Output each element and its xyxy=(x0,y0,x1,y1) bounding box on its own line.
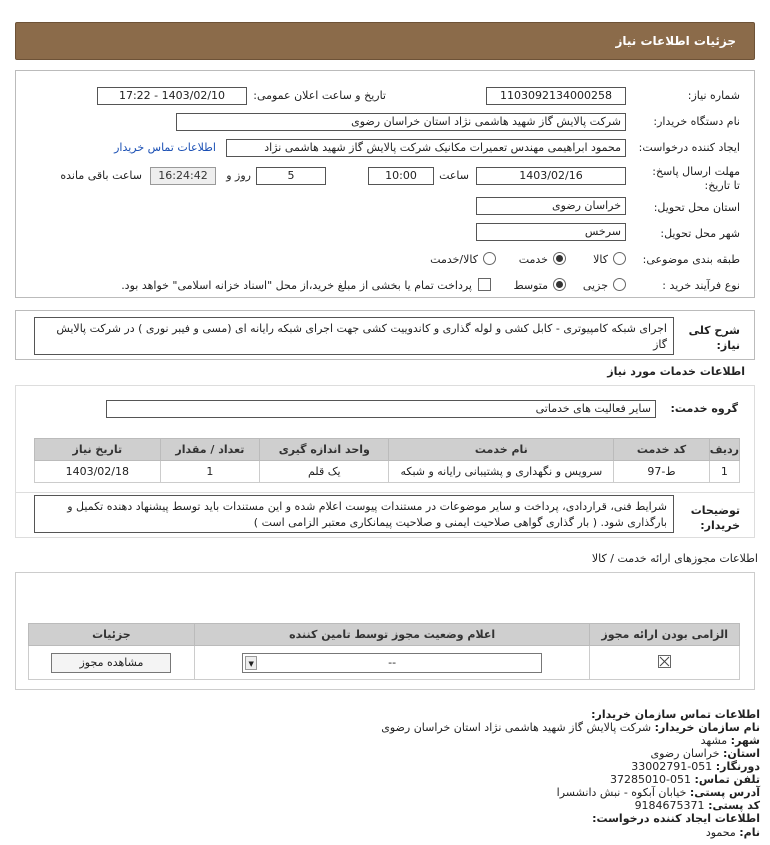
days-label: روز و xyxy=(226,169,251,182)
need-number-label: شماره نیاز: xyxy=(687,89,740,102)
payment-note: پرداخت تمام یا بخشی از مبلغ خرید،از محل "اسناد خزانه اسلامی" خواهد بود. xyxy=(121,279,472,292)
announce-field: 1403/02/10 - 17:22 xyxy=(97,87,247,105)
buyer-contact-link[interactable]: اطلاعات تماس خریدار xyxy=(114,141,216,154)
page-header xyxy=(15,22,755,60)
service-group-field: سایر فعالیت های خدماتی xyxy=(106,400,656,418)
col-permit-required: الزامی بودن ارائه مجوز xyxy=(590,624,740,646)
category-option-goods-service: کالا/خدمت xyxy=(430,253,478,266)
summary-label: شرح کلی نیاز: xyxy=(688,324,740,352)
col-service-name: نام خدمت xyxy=(389,439,614,461)
permits-table-header xyxy=(29,624,740,646)
page-title: جزئیات اطلاعات نیاز xyxy=(615,34,736,48)
contact-city-value: مشهد xyxy=(700,734,728,747)
contact-province-label: استان: xyxy=(723,747,760,760)
contact-org-value: شرکت پالایش گاز شهید هاشمی نژاد استان خراسان رضوی xyxy=(381,721,652,734)
process-option-minor: جزیی xyxy=(582,279,608,292)
remaining-label: ساعت باقی مانده xyxy=(60,169,142,182)
contact-address-value: خیابان آبکوه - نبش دانشسرا xyxy=(556,786,687,799)
cell-service-code: ط-97 xyxy=(614,461,710,483)
contact-name-label: نام: xyxy=(739,826,760,839)
contact-phone-value: 051-37285010 xyxy=(610,773,692,786)
buyer-label: نام دستگاه خریدار: xyxy=(653,115,740,128)
summary-panel xyxy=(15,310,755,360)
view-permit-button[interactable]: مشاهده مجوز xyxy=(51,653,171,673)
category-radio-goods-service[interactable] xyxy=(483,252,496,265)
announce-label: تاریخ و ساعت اعلان عمومی: xyxy=(253,89,386,102)
cell-row: 1 xyxy=(709,461,739,483)
process-option-medium: متوسط xyxy=(513,279,548,292)
notes-panel xyxy=(15,492,755,538)
days-field: 5 xyxy=(256,167,326,185)
process-radio-minor[interactable] xyxy=(613,278,626,291)
contact-name-value: محمود xyxy=(705,826,736,839)
permits-panel xyxy=(15,572,755,690)
col-service-code: کد خدمت xyxy=(614,439,710,461)
services-panel xyxy=(15,385,755,493)
col-unit: واحد اندازه گیری xyxy=(260,439,389,461)
category-option-goods: کالا xyxy=(593,253,608,266)
dropdown-arrow-icon: ▼ xyxy=(245,656,257,670)
col-permit-details: جزئیات xyxy=(29,624,195,646)
process-radio-medium[interactable] xyxy=(553,278,566,291)
permits-table xyxy=(28,623,740,680)
city-field: سرخس xyxy=(476,223,626,241)
permit-status-select[interactable] xyxy=(242,653,542,673)
summary-text: اجرای شبکه کامپیوتری - کابل کشی و لوله گذاری و کاندوییت کشی جهت اجرای شبکه رایانه ای (مسی و فیبر نوری ) در شرکت پالایش گاز xyxy=(34,317,674,355)
province-label: استان محل تحویل: xyxy=(653,201,740,214)
buyer-field: شرکت پالایش گاز شهید هاشمی نژاد استان خراسان رضوی xyxy=(176,113,626,131)
contact-address-label: آدرس پستی: xyxy=(689,786,760,799)
treasury-payment-checkbox[interactable] xyxy=(478,278,491,291)
services-table xyxy=(34,438,740,483)
cell-need-date: 1403/02/18 xyxy=(35,461,161,483)
contact-city-label: شهر: xyxy=(730,734,760,747)
table-row xyxy=(29,646,740,680)
permit-status-value: -- xyxy=(388,655,397,669)
table-row xyxy=(35,461,740,483)
contact-title: اطلاعات تماس سازمان خریدار: xyxy=(591,708,760,721)
permit-required-checkbox-icon xyxy=(658,655,671,668)
category-option-service: خدمت xyxy=(518,253,548,266)
contact-creator-title: اطلاعات ایجاد کننده درخواست: xyxy=(592,812,760,825)
col-quantity: تعداد / مقدار xyxy=(160,439,260,461)
contact-postal-label: کد پستی: xyxy=(708,799,760,812)
service-group-label: گروه خدمت: xyxy=(670,402,738,415)
cell-service-name: سرویس و نگهداری و پشتیبانی رایانه و شبکه xyxy=(389,461,614,483)
services-section-title: اطلاعات خدمات مورد نیاز xyxy=(607,365,745,378)
creator-label: ایجاد کننده درخواست: xyxy=(638,141,740,154)
remaining-time-field: 16:24:42 xyxy=(150,167,216,185)
category-radio-goods[interactable] xyxy=(613,252,626,265)
need-details-panel xyxy=(15,70,755,298)
contact-postal-value: 9184675371 xyxy=(634,799,705,812)
buyer-contact-info xyxy=(0,708,770,845)
col-need-date: تاریخ نیاز xyxy=(35,439,161,461)
notes-text: شرایط فنی، قراردادی، پرداخت و سایر موضوعات در مستندات پیوست اعلام شده و این مستندات باید توسط پیشنهاد دهنده تکمیل و بارگذاری شود. ( بار گذاری گواهی صلاحیت ایمنی و صلاحیت پیمانکاری معتبر الزامی است ) xyxy=(34,495,674,533)
city-label: شهر محل تحویل: xyxy=(660,227,740,240)
need-number-field: 1103092134000258 xyxy=(486,87,626,105)
permits-section-title: اطلاعات مجوزهای ارائه خدمت / کالا xyxy=(591,552,758,565)
services-table-header xyxy=(35,439,740,461)
contact-fax-value: 051-33002791 xyxy=(631,760,713,773)
deadline-time-label: ساعت xyxy=(439,169,469,182)
cell-unit: یک قلم xyxy=(260,461,389,483)
category-radio-service[interactable] xyxy=(553,252,566,265)
col-permit-status: اعلام وضعیت مجوز توسط تامین کننده xyxy=(194,624,590,646)
creator-field: محمود ابراهیمی مهندس تعمیرات مکانیک شرکت پالایش گاز شهید هاشمی نژاد xyxy=(226,139,626,157)
category-label: طبقه بندی موضوعی: xyxy=(642,253,740,266)
deadline-time-field: 10:00 xyxy=(368,167,434,185)
process-label: نوع فرآیند خرید : xyxy=(662,279,740,292)
cell-quantity: 1 xyxy=(160,461,260,483)
deadline-label: مهلت ارسال پاسخ: تا تاریخ: xyxy=(652,165,740,192)
contact-org-label: نام سازمان خریدار: xyxy=(654,721,760,734)
contact-phone-label: تلفن تماس: xyxy=(694,773,760,786)
deadline-date-field: 1403/02/16 xyxy=(476,167,626,185)
col-row: ردیف xyxy=(709,439,739,461)
province-field: خراسان رضوی xyxy=(476,197,626,215)
contact-province-value: خراسان رضوی xyxy=(650,747,720,760)
contact-fax-label: دورنگار: xyxy=(715,760,760,773)
notes-label: توضیحات خریدار: xyxy=(690,504,740,532)
